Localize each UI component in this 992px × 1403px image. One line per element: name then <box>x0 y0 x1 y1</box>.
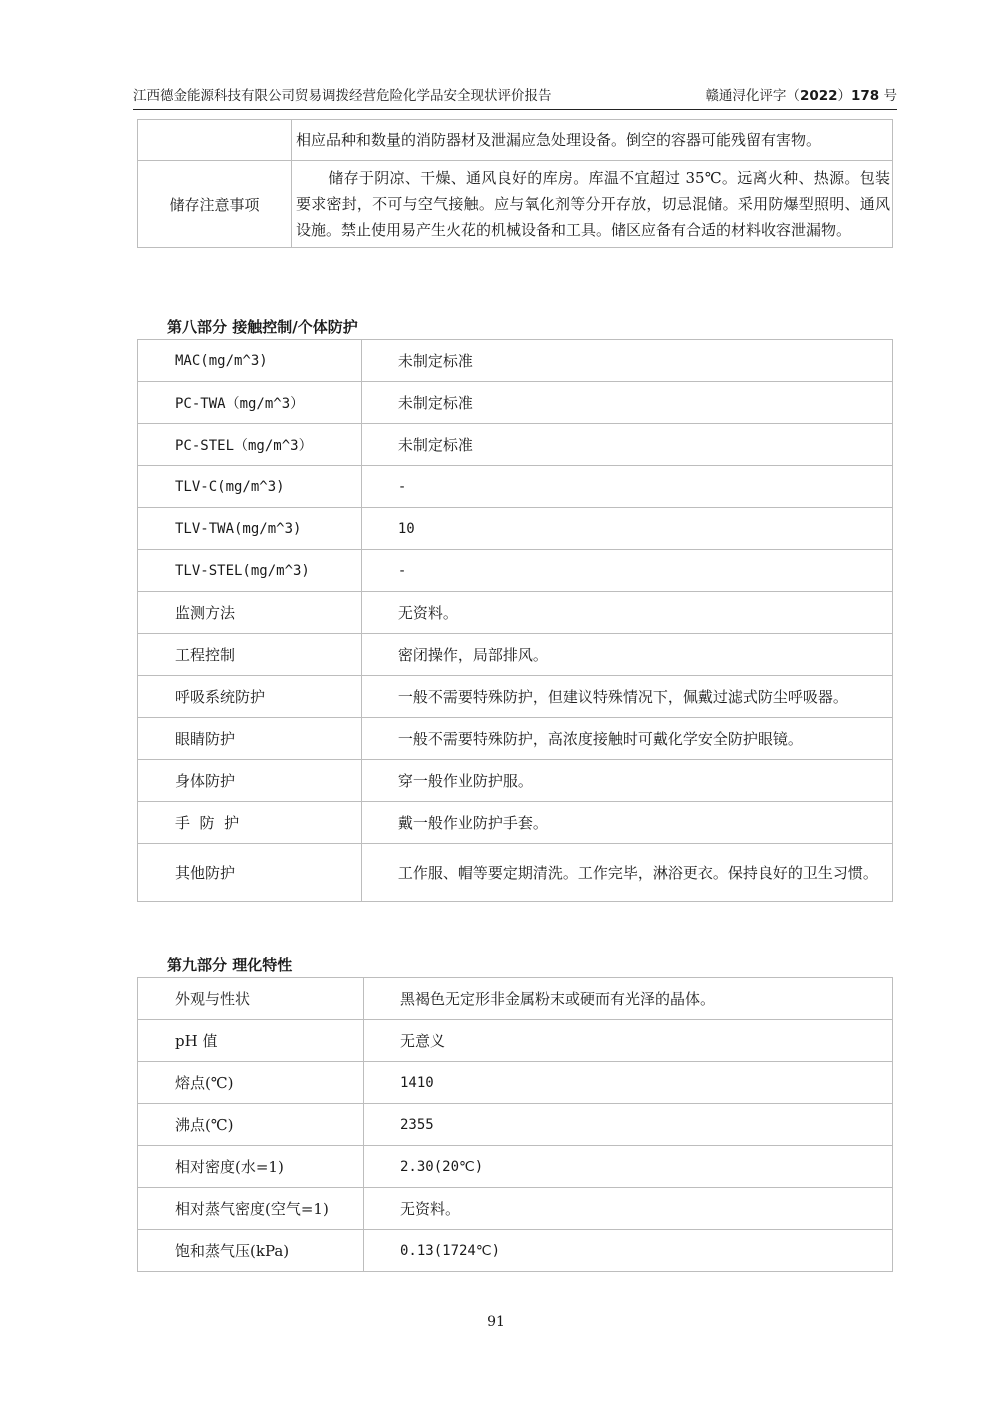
row-label: TLV-STEL(mg/m^3) <box>137 550 362 592</box>
row-value: 戴一般作业防护手套。 <box>362 802 893 844</box>
row-value: 2355 <box>364 1104 893 1146</box>
row-label: 相对蒸气密度(空气=1) <box>137 1188 364 1230</box>
row-label: 监测方法 <box>137 592 362 634</box>
row-label: 呼吸系统防护 <box>137 676 362 718</box>
table-row <box>137 1104 893 1146</box>
table-row <box>137 382 893 424</box>
section8-title: 第八部分 接触控制/个体防护 <box>167 318 358 336</box>
row-label: 相对密度(水=1) <box>137 1146 364 1188</box>
row-value: 1410 <box>364 1062 893 1104</box>
table-row <box>137 424 893 466</box>
storage-row1-text: 相应品种和数量的消防器材及泄漏应急处理设备。倒空的容器可能残留有害物。 <box>292 119 893 161</box>
table-row <box>137 592 893 634</box>
table-row <box>137 1188 893 1230</box>
row-value: - <box>362 466 893 508</box>
row-value: 未制定标准 <box>362 424 893 466</box>
table-row <box>137 844 893 902</box>
row-label: 工程控制 <box>137 634 362 676</box>
row-value: 一般不需要特殊防护，但建议特殊情况下，佩戴过滤式防尘呼吸器。 <box>362 676 893 718</box>
header-rule <box>133 109 897 110</box>
header-report-number: 赣通浔化评字（2022）178 号 <box>705 88 897 104</box>
row-label: TLV-C(mg/m^3) <box>137 466 362 508</box>
row-label: 其他防护 <box>137 844 362 902</box>
row-label: PC-STEL（mg/m^3） <box>137 424 362 466</box>
storage-table <box>137 119 893 248</box>
table-row <box>137 634 893 676</box>
row-label: 熔点(℃) <box>137 1062 364 1104</box>
storage-notes-label: 储存注意事项 <box>137 161 292 248</box>
table-row <box>137 1230 893 1272</box>
row-value: 2.30(20℃) <box>364 1146 893 1188</box>
row-value: - <box>362 550 893 592</box>
table-row <box>137 760 893 802</box>
row-label: 沸点(℃) <box>137 1104 364 1146</box>
table-row <box>137 1146 893 1188</box>
row-value: 黑褐色无定形非金属粉末或硬而有光泽的晶体。 <box>364 977 893 1020</box>
table-row <box>137 1062 893 1104</box>
header-report-title: 江西德金能源科技有限公司贸易调拨经营危险化学品安全现状评价报告 <box>133 88 552 104</box>
table-row <box>137 802 893 844</box>
row-value: 密闭操作，局部排风。 <box>362 634 893 676</box>
exposure-control-table <box>137 339 893 902</box>
row-value: 一般不需要特殊防护，高浓度接触时可戴化学安全防护眼镜。 <box>362 718 893 760</box>
table-row <box>137 718 893 760</box>
row-label: MAC(mg/m^3) <box>137 339 362 382</box>
table-row <box>137 676 893 718</box>
physical-properties-table <box>137 977 893 1272</box>
table-row <box>137 550 893 592</box>
table-row <box>137 161 893 248</box>
table-row <box>137 1020 893 1062</box>
table-row <box>137 466 893 508</box>
row-value: 未制定标准 <box>362 339 893 382</box>
page-number: 91 <box>487 1314 505 1330</box>
storage-row1-label <box>137 119 292 161</box>
row-label: PC-TWA（mg/m^3） <box>137 382 362 424</box>
row-value: 未制定标准 <box>362 382 893 424</box>
row-value: 10 <box>362 508 893 550</box>
table-row <box>137 977 893 1020</box>
row-value: 无资料。 <box>362 592 893 634</box>
row-label: TLV-TWA(mg/m^3) <box>137 508 362 550</box>
row-label: 饱和蒸气压(kPa) <box>137 1230 364 1272</box>
table-row <box>137 119 893 161</box>
row-label: pH 值 <box>137 1020 364 1062</box>
row-value: 无资料。 <box>364 1188 893 1230</box>
row-label: 眼睛防护 <box>137 718 362 760</box>
row-value: 0.13(1724℃) <box>364 1230 893 1272</box>
row-label: 身体防护 <box>137 760 362 802</box>
row-value: 工作服、帽等要定期清洗。工作完毕，淋浴更衣。保持良好的卫生习惯。 <box>362 844 893 902</box>
storage-notes-text: 储存于阴凉、干燥、通风良好的库房。库温不宜超过 35℃。远离火种、热源。包装要求密封，不可与空气接触。应与氧化剂等分开存放，切忌混储。采用防爆型照明、通风设施。禁止使用易产生火花的机械设备和工具。储区应备有合适的材料收容泄漏物。 <box>292 161 893 248</box>
row-value: 穿一般作业防护服。 <box>362 760 893 802</box>
table-row <box>137 339 893 382</box>
table-row <box>137 508 893 550</box>
section9-title: 第九部分 理化特性 <box>167 956 293 974</box>
row-label: 外观与性状 <box>137 977 364 1020</box>
row-value: 无意义 <box>364 1020 893 1062</box>
row-label: 手 防 护 <box>137 802 362 844</box>
